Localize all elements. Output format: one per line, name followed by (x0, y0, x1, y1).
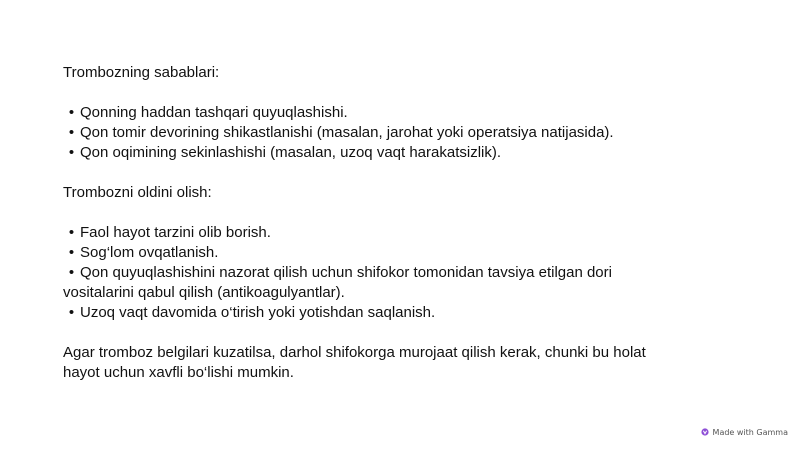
list-item (63, 263, 683, 303)
made-with-gamma-badge[interactable] (701, 424, 788, 440)
list-item-text: Qonning haddan tashqari quyuqlashishi. (80, 104, 348, 121)
list-item (63, 243, 683, 263)
bullet-icon: • (68, 124, 75, 141)
list-item-text: Uzoq vaqt davomida o‘tirish yoki yotishdan saqlanish. (80, 304, 436, 321)
list-item-text: Qon quyuqlashishini nazorat qilish uchun shifokor tomonidan tavsiya etilgan dori vositalarini qabul qilish (antikoagulyantlar). (63, 264, 612, 301)
list-item (63, 303, 683, 323)
bullet-icon: • (68, 244, 75, 261)
causes-heading: Trombozning sabablari: (63, 64, 220, 81)
bullet-icon: • (68, 144, 75, 161)
list-item (63, 103, 683, 123)
gamma-logo-icon (701, 428, 709, 436)
spacer (63, 83, 683, 103)
bullet-icon: • (68, 264, 75, 281)
slide-content (63, 63, 683, 383)
list-item-text: Faol hayot tarzini olib borish. (80, 224, 271, 241)
bullet-icon: • (68, 104, 75, 121)
causes-list (63, 103, 683, 163)
bullet-icon: • (68, 224, 75, 241)
list-item (63, 123, 683, 143)
spacer (63, 203, 683, 223)
list-item (63, 143, 683, 163)
bullet-icon: • (68, 304, 75, 321)
closing-paragraph: Agar tromboz belgilari kuzatilsa, darhol shifokorga murojaat qilish kerak, chunki bu holat hayot uchun xavfli bo‘lishi mumkin. (63, 344, 646, 381)
list-item-text: Qon tomir devorining shikastlanishi (masalan, jarohat yoki operatsiya natijasida). (80, 124, 614, 141)
badge-label: Made with Gamma (712, 427, 788, 437)
list-item (63, 223, 683, 243)
prevention-list (63, 223, 683, 323)
list-item-text: Qon oqimining sekinlashishi (masalan, uzoq vaqt harakatsizlik). (80, 144, 502, 161)
list-item-text: Sog‘lom ovqatlanish. (80, 244, 219, 261)
spacer (63, 163, 683, 183)
prevention-heading: Trombozni oldini olish: (63, 184, 212, 201)
spacer (63, 323, 683, 343)
